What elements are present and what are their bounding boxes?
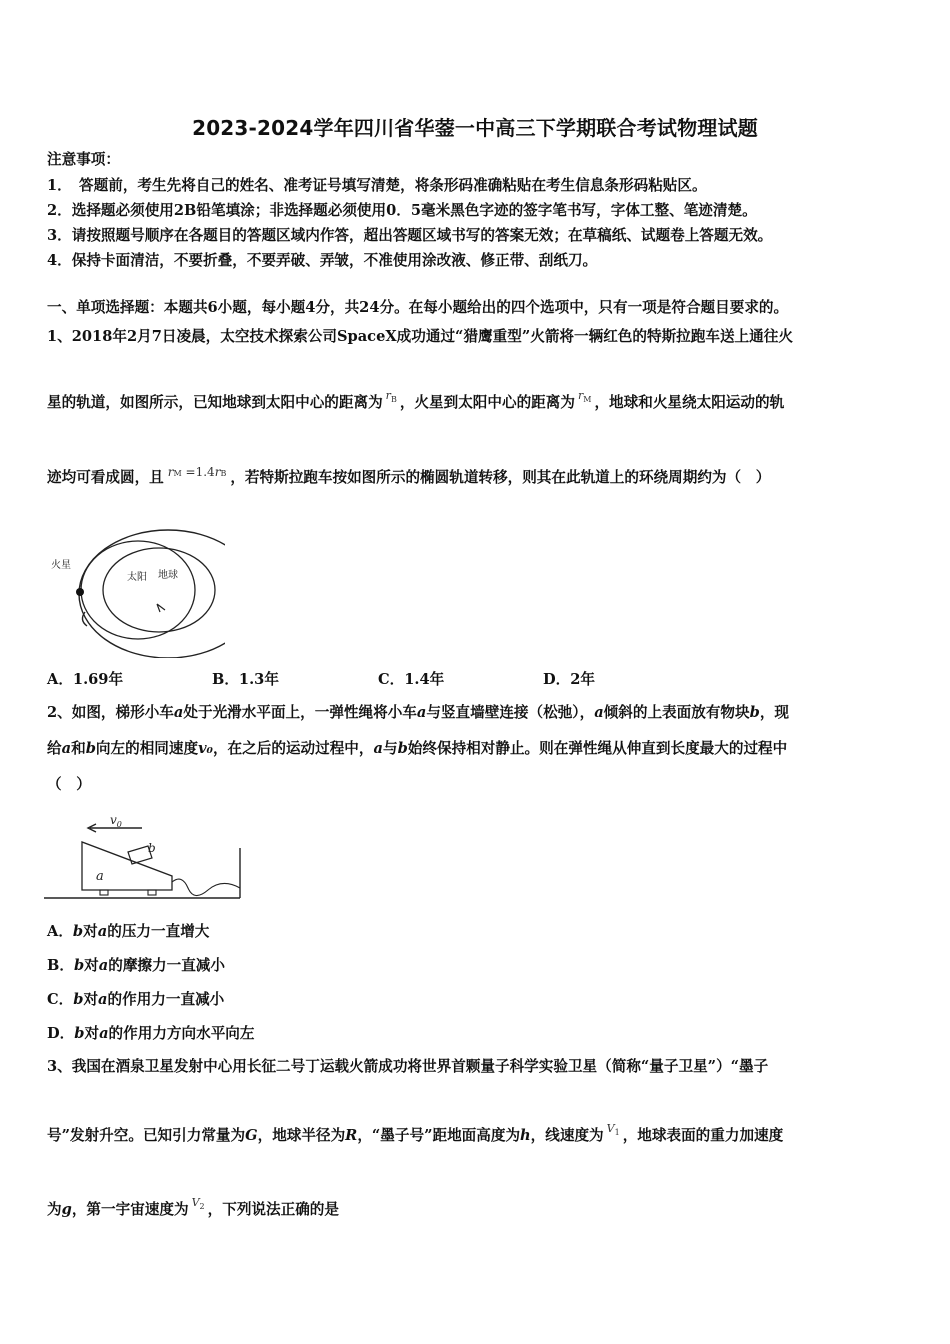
section-heading: 一、单项选择题：本题共6小题，每小题4分，共24分。在每小题给出的四个选项中，只有一项是符合题目要求的。 (47, 299, 789, 316)
wheel (100, 890, 108, 895)
mars-orbit (79, 530, 225, 658)
q1-line2 (47, 386, 784, 413)
q3-line1: 3、我国在酒泉卫星发射中心用长征二号丁运载火箭成功将世界首颗量子科学实验卫星（简称“量子卫星”）“墨子 (47, 1058, 769, 1075)
q3-line2: 号”发射升空。已知引力常量为G，地球半径为R，“墨子号”距地面高度为h，线速度为 $V_1$ ，地球表面的重力加速度 (47, 1119, 783, 1146)
page-title: 2023-2024学年四川省华蓥一中高三下学期联合考试物理试题 (192, 116, 758, 140)
q2-option-a[interactable]: A．b对a的压力一直增大 (47, 923, 210, 940)
transfer-orbit (81, 541, 195, 639)
q1-line3 (47, 462, 770, 488)
symbol-rM: $r_M$ (577, 389, 592, 404)
motion-arrow (157, 604, 165, 612)
orbit-diagram (45, 520, 225, 658)
notice-item: 2．选择题必须使用2B铅笔填涂；非选择题必须使用0．5毫米黑色字迹的签字笔书写，字体工整、笔迹清楚。 (47, 202, 757, 219)
a-label: a (96, 869, 104, 884)
symbol-v1: $V_1$ (606, 1122, 620, 1137)
q3-line3: 为g，第一宇宙速度为 $V_2$ ，下列说法正确的是 (47, 1193, 339, 1220)
q1-option-c[interactable]: C．1.4年 (378, 671, 445, 688)
q2-option-d[interactable]: D．b对a的作用力方向水平向左 (47, 1025, 255, 1042)
q1-text: 迹均可看成圆，且 (47, 469, 164, 486)
symbol-v2: $V_2$ (191, 1196, 205, 1211)
wheel (148, 890, 156, 895)
sun-label: 太阳 (127, 572, 147, 583)
b-label: b (148, 841, 156, 855)
symbol-rB: $r_B$ (385, 389, 397, 404)
q1-option-a[interactable]: A．1.69年 (47, 671, 124, 688)
elastic-rope (172, 879, 240, 895)
mars-label: 火星 (51, 560, 71, 571)
q1-text: ，火星到太阳中心的距离为 (399, 394, 575, 411)
q1-text: ，地球和火星绕太阳运动的轨 (594, 394, 785, 411)
q1-option-b[interactable]: B．1.3年 (212, 671, 279, 688)
q1-text: 星的轨道，如图所示，已知地球到太阳中心的距离为 (47, 394, 383, 411)
q1-option-d[interactable]: D．2年 (543, 671, 595, 688)
q2-line2: 给a和b向左的相同速度v₀，在之后的运动过程中，a与b始终保持相对静止。则在弹性绳从伸直到长度最大的过程中 (47, 740, 788, 757)
v0-label: $v_0$ (110, 813, 122, 829)
q2-option-c[interactable]: C．b对a的作用力一直减小 (47, 991, 225, 1008)
q1-line1: 1、2018年2月7日凌晨，太空技术探索公司SpaceX成功通过“猎鹰重型”火箭将一辆红色的特斯拉跑车送上通往火 (47, 328, 793, 345)
equation-rM-rB: rM =1.4rB (167, 465, 227, 479)
q2-line1: 2、如图，梯形小车a处于光滑水平面上，一弹性绳将小车a与竖直墙壁连接（松弛），a倾斜的上表面放有物块b，现 (47, 704, 790, 721)
notice-heading: 注意事项： (47, 151, 120, 168)
notice-item: 1． 答题前，考生先将自己的姓名、准考证号填写清楚，将条形码准确粘贴在考生信息条形码粘贴区。 (47, 177, 707, 194)
earth-label: 地球 (158, 570, 178, 581)
mars-dot (76, 588, 84, 596)
q1-text: ，若特斯拉跑车按如图所示的椭圆轨道转移，则其在此轨道上的环绕周期约为（ ） (230, 469, 771, 486)
cart-diagram (44, 808, 246, 904)
notice-item: 4．保持卡面清洁，不要折叠，不要弄破、弄皱，不准使用涂改液、修正带、刮纸刀。 (47, 252, 598, 269)
earth-orbit (103, 548, 215, 632)
q2-option-b[interactable]: B．b对a的摩擦力一直减小 (47, 957, 225, 974)
notice-item: 3．请按照题号顺序在各题目的答题区域内作答，超出答题区域书写的答案无效；在草稿纸、试题卷上答题无效。 (47, 227, 773, 244)
q2-line3: （ ） (47, 776, 91, 793)
